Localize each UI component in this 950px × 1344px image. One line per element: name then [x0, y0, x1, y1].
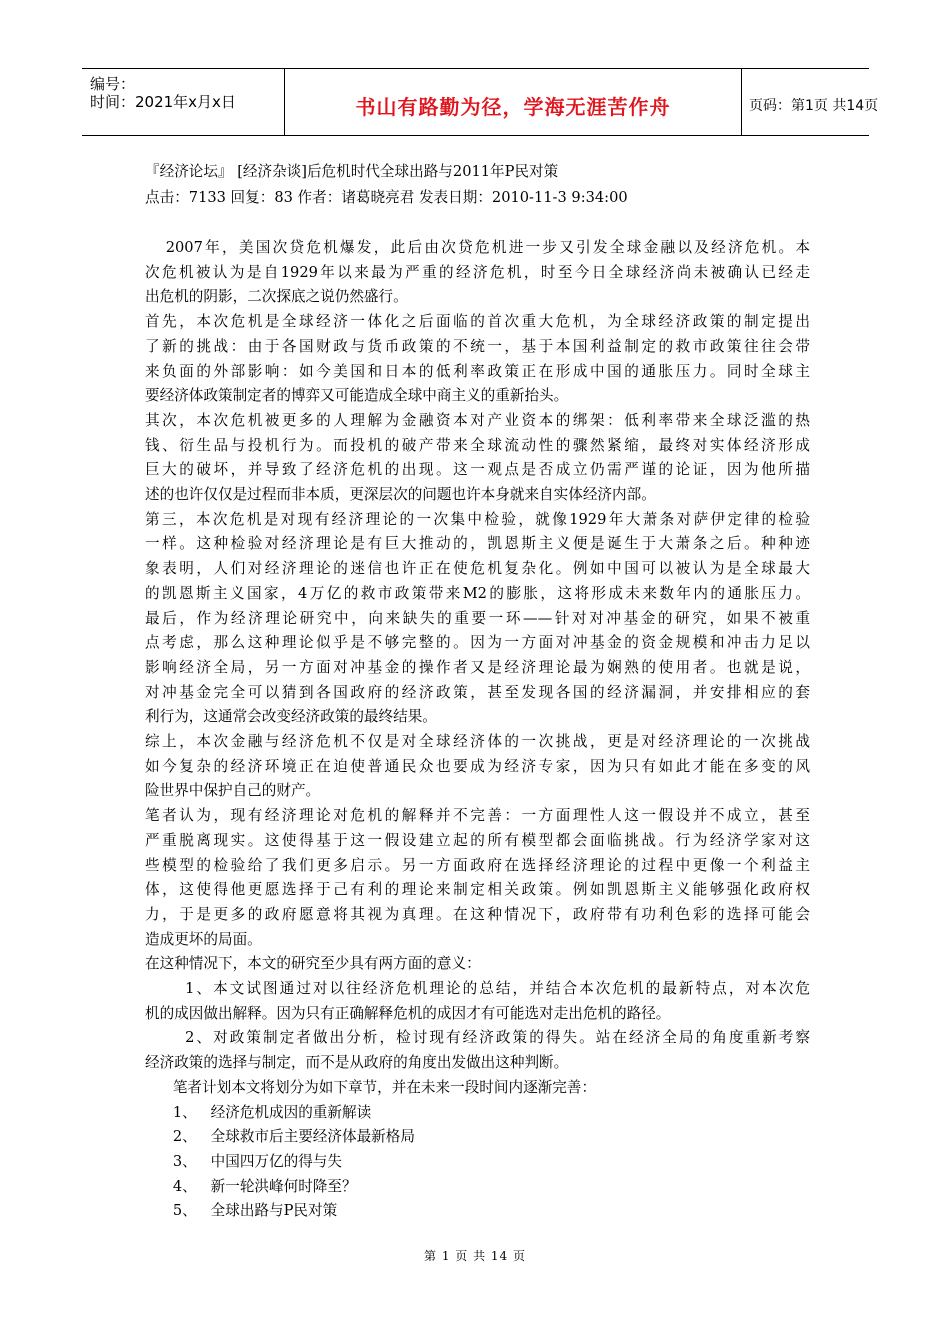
article-line: 机的成因做出解释。因为只有正确解释危机的成因才有可能选对走出危机的路径。: [145, 1004, 671, 1022]
article-line: 巨大的破坏，并导致了经济危机的出现。这一观点是否成立仍需严谨的论证，因为他所描: [145, 461, 810, 479]
article-line: 1、 经济危机成因的重新解读: [145, 1103, 372, 1121]
article-line: 其次，本次危机被更多的人理解为金融资本对产业资本的绑架：低利率带来全球泛滥的热: [145, 411, 810, 429]
motto: 书山有路勤为径，学海无涯苦作舟: [355, 95, 671, 119]
article-line: 险世界中保护自己的财产。: [145, 782, 321, 800]
article-line: 首先，本次危机是全球经济一体化之后面临的首次重大危机，为全球经济政策的制定提出: [145, 313, 810, 331]
article-line: 一样。这种检验对经济理论是有巨大推动的，凯恩斯主义便是诞生于大萧条之后。种种迹: [145, 535, 810, 553]
article-line: 笔者认为，现有经济理论对危机的解释并不完善：一方面理性人这一假设并不成立，甚至: [145, 807, 810, 825]
header-table: [82, 68, 879, 136]
article-line: 述的也许仅仅是过程而非本质，更深层次的问题也许本身就来自实体经济内部。: [145, 486, 656, 503]
article-line: 次危机被认为是自1929年以来最为严重的经济危机，时至今日全球经济尚未被确认已经走: [145, 263, 810, 281]
header-info-cell: [82, 69, 284, 135]
article-line: 1、本文试图通过对以往经济危机理论的总结，并结合本次危机的最新特点，对本次危: [145, 980, 810, 997]
article-line: 严重脱离现实。这使得基于这一假设建立起的所有模型都会面临挑战。行为经济学家对这: [145, 831, 810, 849]
header-page-cell: [741, 69, 879, 135]
article-line: 些模型的检验给了我们更多启示。另一方面政府在选择经济理论的过程中更像一个利益主: [145, 856, 810, 874]
article-line: 如今复杂的经济环境正在迫使普通民众也要成为经济专家，因为只有如此才能在多变的风: [145, 757, 810, 775]
article-line: 4、 新一轮洪峰何时降至？: [145, 1177, 357, 1195]
article-line: 出危机的阴影，二次探底之说仍然盛行。: [145, 288, 408, 306]
article-line: 来负面的外部影响：如今美国和日本的低利率政策正在形成中国的通胀压力。同时全球主: [145, 362, 810, 380]
article-line: 的凯恩斯主义国家，4万亿的救市政策带来M2的膨胀，这将形成未来数年内的通胀压力。: [145, 584, 810, 602]
article-line: 2、对政策制定者做出分析，检讨现有经济政策的得失。站在经济全局的角度重新考察: [145, 1029, 810, 1047]
article-line: 了新的挑战：由于各国财政与货币政策的不统一，基于本国利益制定的救市政策往往会带: [145, 337, 810, 355]
article-line: 经济政策的选择与制定，而不是从政府的角度出发做出这种判断。: [145, 1054, 569, 1072]
article-line: 体，这使得他更愿选择于己有利的理论来制定相关政策。例如凯恩斯主义能够强化政府权: [145, 881, 810, 899]
article-line: 象表明，人们对经济理论的迷信也许正在使危机复杂化。例如中国可以被认为是全球最大: [145, 560, 810, 578]
article-line: 影响经济全局，另一方面对冲基金的操作者又是经济理论最为娴熟的使用者。也就是说，: [145, 658, 810, 676]
article-line: 力，于是更多的政府愿意将其视为真理。在这种情况下，政府带有功利色彩的选择可能会: [145, 905, 810, 923]
article-line: 要经济体政策制定者的博弈又可能造成全球中商主义的重新抬头。: [145, 387, 569, 405]
page-footer: 第 1 页 共 14 页: [424, 1249, 526, 1263]
header-motto-cell: [284, 69, 742, 135]
article-line: 2007年，美国次贷危机爆发，此后由次贷危机进一步又引发全球金融以及经济危机。本: [145, 239, 810, 256]
article-line: 在这种情况下，本文的研究至少具有两方面的意义：: [145, 955, 481, 973]
article-line: 2、 全球救市后主要经济体最新格局: [145, 1128, 415, 1146]
article-line: 造成更坏的局面。: [145, 930, 262, 948]
article-line: 综上，本次金融与经济危机不仅是对全球经济体的一次挑战，更是对经济理论的一次挑战: [145, 733, 810, 750]
article-line: 第三，本次危机是对现有经济理论的一次集中检验，就像1929年大萧条对萨伊定律的检验: [145, 510, 810, 528]
number-label: 编号：: [90, 75, 136, 93]
article-line: 3、 中国四万亿的得与失: [145, 1152, 342, 1170]
article-line: 点考虑，那么这种理论似乎是不够完整的。因为一方面对冲基金的资金规模和冲击力足以: [145, 634, 810, 652]
article-line: 笔者计划本文将划分为如下章节，并在未来一段时间内逐渐完善：: [145, 1078, 597, 1096]
article-line: 钱、衍生品与投机行为。而投机的破产带来全球流动性的骤然紧缩，最终对实体经济形成: [145, 436, 810, 454]
article-line: 5、 全球出路与P民对策: [145, 1202, 338, 1220]
article-line: 利行为，这通常会改变经济政策的最终结果。: [145, 708, 437, 726]
page-label: 页码：第1页 共14页: [749, 98, 879, 114]
article-title: 『经济论坛』 [经济杂谈]后危机时代全球出路与2011年P民对策: [145, 163, 559, 180]
article-meta: 点击：7133 回复：83 作者：诸葛晓亮君 发表日期：2010-11-3 9:34:00: [145, 189, 628, 206]
article-line: 对冲基金完全可以猜到各国政府的经济政策，甚至发现各国的经济漏洞，并安排相应的套: [145, 683, 810, 701]
date-label: 时间：2021年x月x日: [90, 93, 236, 111]
article-line: 最后，作为经济理论研究中，向来缺失的重要一环——针对对冲基金的研究，如果不被重: [145, 609, 810, 627]
